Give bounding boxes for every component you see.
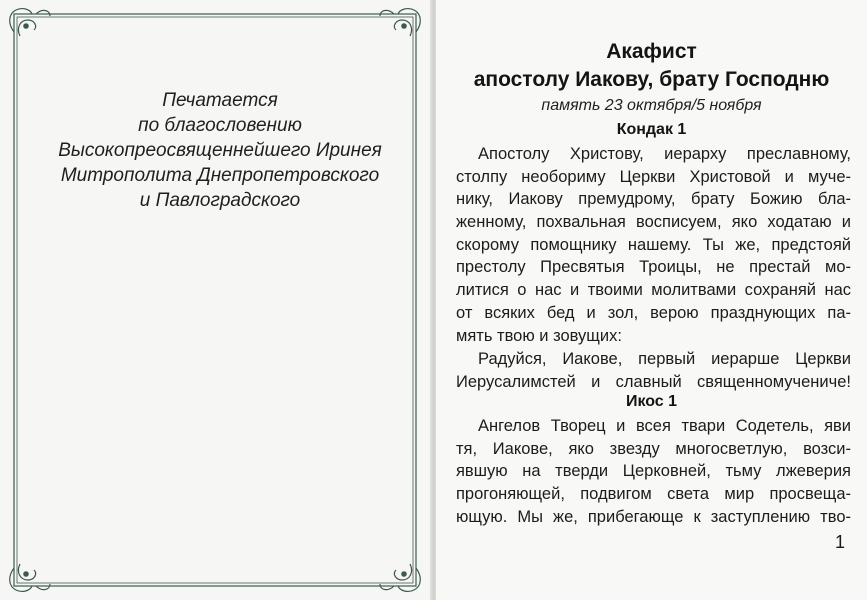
dedication-line: Печатается — [162, 90, 278, 111]
text-line: Апостолу Христову, иерарху преславному, — [478, 145, 851, 163]
text-line: от всяких бед и зол, верою празднующих па- — [456, 303, 851, 322]
ikos-heading: Икос 1 — [625, 393, 678, 410]
memory-date: память 23 октября/5 ноября — [541, 97, 762, 114]
text-line: нику, Иакову премудрому, брату Божию бла- — [456, 190, 851, 209]
text-line: ющую. Мы же, прибегающе к заступлению тво- — [456, 507, 851, 526]
text-line: литися о нас и твоими молитвами сохраняй нас — [456, 281, 851, 300]
dedication-line: и Павлоградского — [139, 190, 301, 211]
text-line: мять твою и зовущих: — [456, 326, 622, 345]
text-line: прогоняющей, подвигом света мир просвеща- — [456, 485, 851, 504]
dedication-line: Митрополита Днепропетровского — [60, 165, 380, 186]
text-line: Иерусалимстей и славный священномучениче! — [456, 372, 851, 391]
dedication-line: по благословению — [138, 115, 302, 136]
kondak-heading: Кондак 1 — [616, 121, 687, 138]
page-number: 1 — [834, 532, 845, 552]
radujsya-text — [456, 348, 851, 393]
text-line: престолу Пресвятыя Троицы, не престай мо- — [456, 258, 851, 277]
text-line: явшую на тверди Церковней, тьму лжеверия — [456, 462, 851, 481]
akathist-title: Акафист — [606, 40, 697, 63]
text-line: тя, Иакове, яко звезду многосветлую, возси- — [456, 439, 851, 458]
dedication-line: Высокопреосвященнейшего Иринея — [58, 140, 382, 161]
left-page — [0, 0, 432, 600]
text-line: Радуйся, Иакове, первый иерарше Церкви — [478, 350, 851, 368]
text-line: Ангелов Творец и всея твари Содетель, яви — [478, 417, 851, 435]
ikos-text — [456, 415, 851, 528]
dedication-text — [40, 88, 400, 213]
akathist-subtitle: апостолу Иакову, брату Господню — [473, 68, 830, 91]
text-line: столпу необориму Церкви Христовой и муче- — [456, 167, 851, 186]
text-line: женному, похвальная восписуем, яко ходатаю и — [456, 213, 851, 232]
right-page — [436, 0, 867, 600]
text-line: скорому помощнику нашему. Ты же, предстояй — [456, 235, 851, 254]
kondak-text — [456, 143, 851, 347]
